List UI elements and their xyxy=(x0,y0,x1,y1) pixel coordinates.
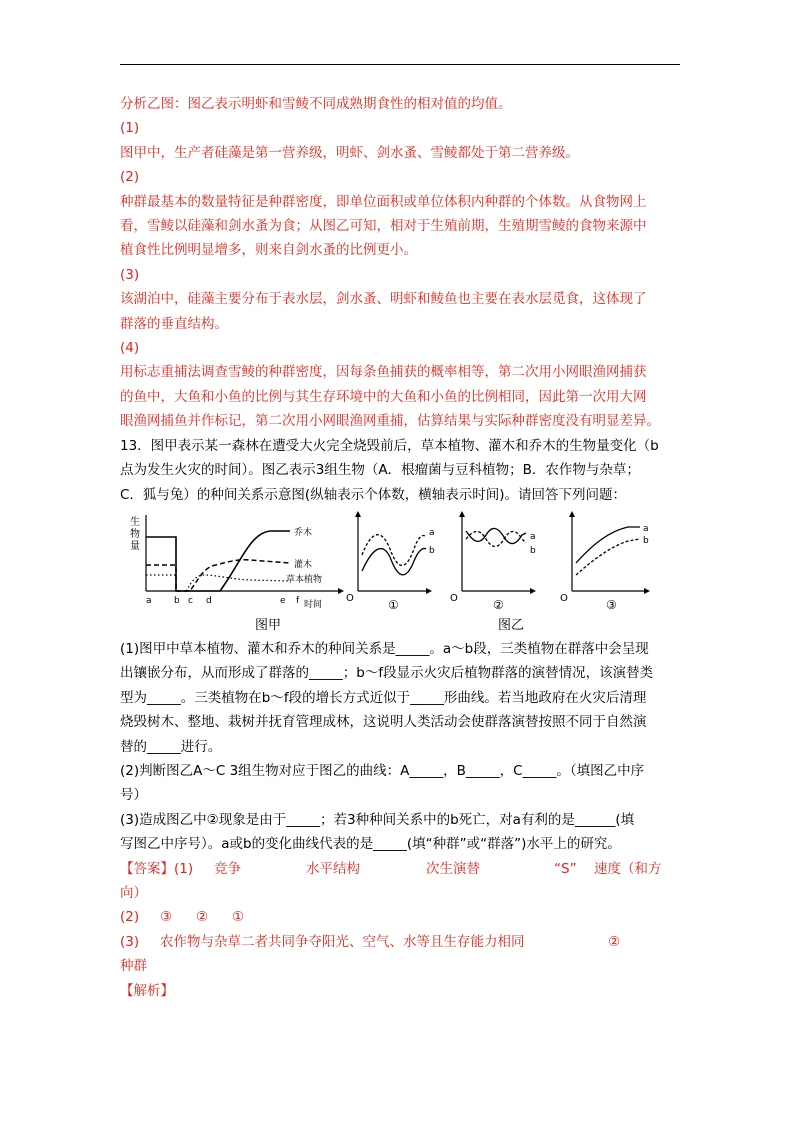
answer-q2-item: ③ xyxy=(160,909,173,926)
question-line: (1)图甲中草本植物、灌木和乔木的种间关系是_____。a～b段，三类植物在群落中会呈现 xyxy=(120,640,649,657)
question-line: 替的_____进行。 xyxy=(120,738,222,755)
question-intro-line: 13．图甲表示某一森林在遭受大火完全烧毁前后，草本植物、灌木和乔木的生物量变化（b xyxy=(120,437,659,454)
answer-q2-item: ② xyxy=(196,909,209,926)
answer-line-1-cont: 向） xyxy=(120,884,147,901)
fig-jia-caption: 图甲 xyxy=(255,617,282,633)
analysis-line: 植食性比例明显增多，则来自剑水蚤的比例更小。 xyxy=(120,242,417,259)
question-line: 号） xyxy=(120,787,147,804)
fig-yi-2-label-a: a xyxy=(530,531,536,542)
fig-yi-3-label-b: b xyxy=(643,535,649,546)
fig-jia-curve-caoben xyxy=(146,575,290,591)
fig-yi-1-label-a: a xyxy=(429,527,435,538)
fig-yi-1-label-b: b xyxy=(429,545,435,556)
question-line: 型为_____。三类植物在b～f段的增长方式近似于_____形曲线。若当地政府在火灾后清理 xyxy=(120,689,647,706)
figure-yi-panel-3 xyxy=(560,511,650,612)
analysis-line: 用标志重捕法调查雪鲮的种群密度，因每条鱼捕获的概率相等，第二次用小网眼渔网捕获 xyxy=(120,364,647,381)
answer-q1-item: “S” xyxy=(554,860,577,877)
answer-q1-item: 水平结构 xyxy=(306,860,360,877)
analysis-line: 眼渔网捕鱼并作标记，第二次用小网眼渔网重捕，估算结果与实际种群密度没有明显差异。 xyxy=(120,413,660,430)
page-content xyxy=(120,92,686,1003)
analysis-line: 的鱼中，大鱼和小鱼的比例与其生存环境中的大鱼和小鱼的比例相同，因此第一次用大网 xyxy=(120,388,647,405)
answer-line-3 xyxy=(120,930,686,954)
answer-line-1 xyxy=(120,857,686,881)
header-rule xyxy=(120,64,680,65)
fig-yi-1-origin: O xyxy=(346,592,354,604)
analysis-line: 分析乙图：图乙表示明虾和雪鲮不同成熟期食性的相对值的均值。 xyxy=(120,96,512,112)
question-line: 烧毁树木、整地、栽树并抚育管理成林，这说明人类活动会使群落演替按照不同于自然演 xyxy=(120,714,647,731)
answer-q1-num: (1) xyxy=(174,860,194,877)
question-line: 写图乙中序号）。a或b的变化曲线代表的是_____(填“种群”或“群落”)水平上的研究。 xyxy=(120,836,621,853)
fig-jia-label-qiaomu: 乔木 xyxy=(294,527,313,538)
figure-yi-panel-1 xyxy=(346,511,435,612)
fig-yi-2-label-b: b xyxy=(530,545,536,556)
fig-jia-tick-b: b xyxy=(174,595,180,606)
analysis-line: (4) xyxy=(120,340,140,357)
fig-jia-tick-d: d xyxy=(206,595,212,606)
fig-yi-2-origin: O xyxy=(450,592,458,604)
analysis-line: (3) xyxy=(120,266,140,283)
question-line: 出镶嵌分布，从而形成了群落的_____；b～f段显示火灾后植物群落的演替情况，该演替类 xyxy=(120,665,654,682)
fig-yi-3-label: ③ xyxy=(606,597,617,612)
figure-jia xyxy=(130,515,344,633)
question-line: (3)造成图乙中②现象是由于_____；若3种种间关系中的b死亡，对a有利的是______(填 xyxy=(120,811,635,828)
fig-jia-ylabel-2: 物 xyxy=(130,528,140,540)
analysis-line: 种群最基本的数量特征是种群密度，即单位面积或单位体积内种群的个体数。从食物网上 xyxy=(120,193,647,210)
fig-jia-label-caoben: 草本植物 xyxy=(286,574,323,585)
analysis-line: (1) xyxy=(120,120,140,137)
fig-yi-1-label: ① xyxy=(388,597,399,612)
fig-yi-2-curve-a xyxy=(466,531,526,546)
answer-q2-num: (2) xyxy=(120,909,140,926)
fig-jia-label-guanmu: 灌木 xyxy=(294,559,313,570)
jiexi-tag: 【解析】 xyxy=(120,982,174,999)
fig-yi-3-curve-b xyxy=(576,539,640,575)
figures xyxy=(120,509,686,637)
fig-yi-2-curve-b xyxy=(466,528,526,543)
answer-q3-b: ② xyxy=(608,933,621,950)
fig-jia-tick-a: a xyxy=(146,595,152,606)
analysis-line: 该湖泊中，硅藻主要分布于表水层，剑水蚤、明虾和鲮鱼也主要在表水层觅食，这体现了 xyxy=(120,291,647,308)
fig-yi-3-label-a: a xyxy=(643,523,649,534)
question-intro-line: C．狐与兔）的种间关系示意图(纵轴表示个体数，横轴表示时间)。请回答下列问题： xyxy=(120,486,626,503)
fig-yi-caption: 图乙 xyxy=(498,617,525,633)
fig-jia-x-arrow xyxy=(338,588,344,594)
figure-yi-panel-2 xyxy=(450,511,536,612)
analysis-line: 图甲中，生产者硅藻是第一营养级，明虾、剑水蚤、雪鲮都处于第二营养级。 xyxy=(120,144,579,161)
fig-yi-1-curve-a xyxy=(362,535,426,566)
answer-q2-item: ① xyxy=(232,909,245,926)
fig-jia-tick-f: f xyxy=(296,595,300,606)
answer-q1-item: 速度（和方 xyxy=(594,860,662,877)
answer-line-2 xyxy=(120,905,686,929)
fig-yi-1-curve-b xyxy=(362,548,426,574)
fig-jia-ylabel-3: 量 xyxy=(130,540,140,552)
fig-yi-3-curve-a xyxy=(576,527,640,563)
answer-q3-c: 种群 xyxy=(120,958,147,975)
fig-jia-tick-c: c xyxy=(188,595,193,606)
analysis-line: 看，雪鲮以硅藻和剑水蚤为食；从图乙可知，相对于生殖前期，生殖期雪鲮的食物来源中 xyxy=(120,218,647,235)
fig-jia-ylabel-1: 生 xyxy=(130,516,140,528)
fig-yi-3-origin: O xyxy=(560,592,568,604)
fig-jia-tick-e: e xyxy=(280,595,286,606)
answer-q1-item: 竞争 xyxy=(214,860,241,877)
fig-jia-curve-guanmu xyxy=(146,560,290,591)
answer-q1-item: 次生演替 xyxy=(426,860,480,877)
fig-jia-xlabel: 时间 xyxy=(304,599,323,610)
analysis-line: 群落的垂直结构。 xyxy=(120,315,228,332)
figure-svg xyxy=(120,509,686,637)
analysis-line: (2) xyxy=(120,169,140,186)
answer-q3-num: (3) xyxy=(120,933,140,950)
question-intro-line: 点为发生火灾的时间）。图乙表示3组生物（A．根瘤菌与豆科植物；B．农作物与杂草； xyxy=(120,462,640,479)
question-line: (2)判断图乙A～C 3组生物对应于图乙的曲线：A_____，B_____，C_____。（填图乙中序 xyxy=(120,762,645,779)
fig-yi-2-label: ② xyxy=(493,597,504,612)
answer-q3-text: 农作物与杂草二者共同争夺阳光、空气、水等且生存能力相同 xyxy=(160,933,525,950)
answer-tag: 【答案】 xyxy=(120,860,174,877)
